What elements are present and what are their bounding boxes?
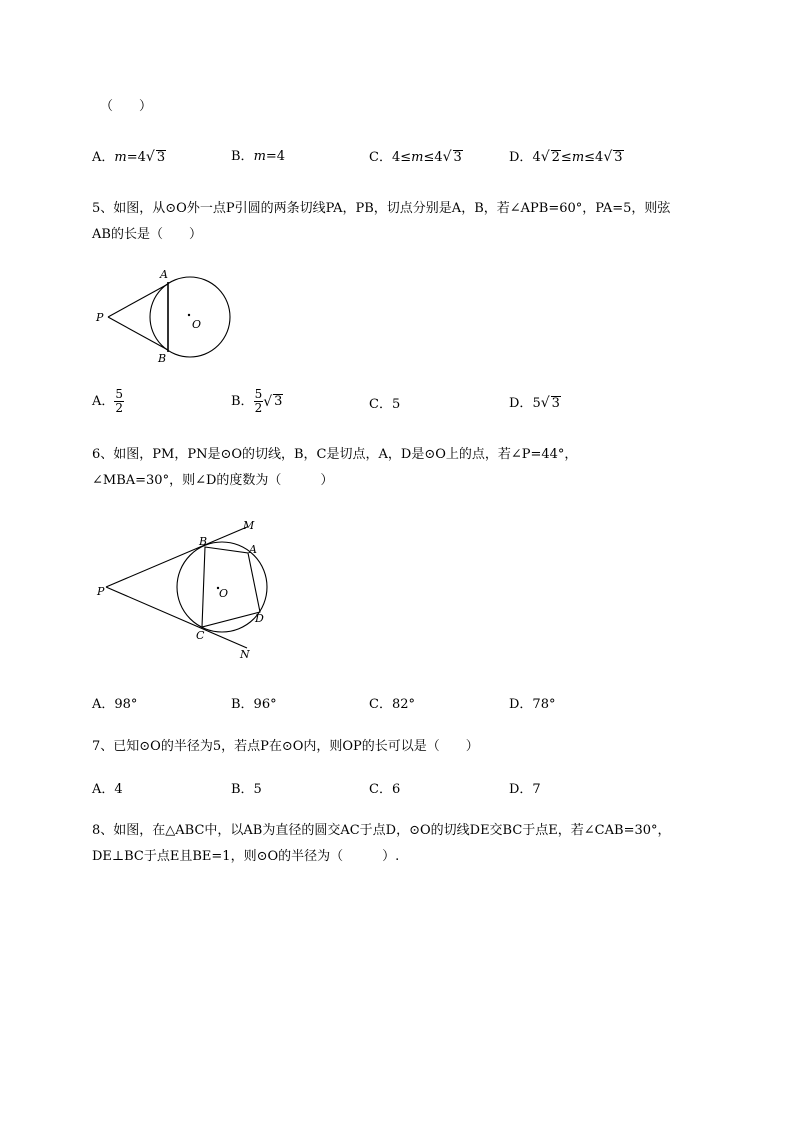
q5-option-a[interactable] bbox=[92, 388, 124, 415]
q6-option-b[interactable]: B．96° bbox=[231, 697, 277, 712]
q4-option-c-pre: 4≤ bbox=[391, 150, 412, 165]
sqrt-icon: √ bbox=[603, 149, 613, 165]
q6-label-o: O bbox=[219, 587, 229, 600]
q6-stem-line1: 6、如图，PM，PN是⊙O的切线，B，C是切点，A，D是⊙O上的点，若∠P=44°， bbox=[92, 447, 578, 462]
q5-option-b-den: 2 bbox=[254, 401, 263, 416]
q5-option-b[interactable] bbox=[231, 388, 283, 415]
q7-option-a[interactable]: A．4 bbox=[92, 782, 123, 797]
q4-option-d[interactable] bbox=[509, 150, 624, 165]
q4-option-c-radicand: 3 bbox=[453, 150, 462, 165]
q6-label-m: M bbox=[243, 519, 255, 532]
q5-figure bbox=[90, 262, 240, 367]
q4-option-c-var: m bbox=[411, 150, 424, 165]
q5-option-b-fraction bbox=[254, 388, 264, 415]
q4-option-d-pre: 4 bbox=[532, 150, 541, 165]
q4-option-a-eq: =4 bbox=[126, 150, 146, 165]
sqrt-icon: √ bbox=[540, 395, 550, 411]
prev-answer-paren: （ ） bbox=[100, 99, 153, 114]
q4-option-a-radicand: 3 bbox=[156, 150, 166, 165]
q6-figure bbox=[92, 515, 272, 665]
q5-label-a: A bbox=[160, 268, 168, 281]
q6-option-a[interactable]: A．98° bbox=[92, 697, 138, 712]
q6-option-d[interactable]: D．78° bbox=[509, 697, 556, 712]
q5-label-b: B bbox=[158, 352, 167, 365]
q6-label-d: D bbox=[255, 612, 264, 625]
q5-option-c[interactable] bbox=[369, 398, 400, 411]
q4-option-d-radicand-2: 3 bbox=[614, 150, 623, 165]
q5-option-d-label: D． bbox=[509, 396, 533, 411]
q6-label-p: P bbox=[97, 585, 105, 598]
q5-option-d-pre: 5 bbox=[532, 396, 541, 411]
q5-tangent-pa bbox=[108, 284, 168, 317]
q7-option-d[interactable]: D．7 bbox=[509, 782, 541, 797]
sqrt-icon: √ bbox=[263, 393, 273, 410]
q4-option-d-var: m bbox=[571, 150, 585, 165]
q6-label-c: C bbox=[196, 629, 205, 642]
q7-option-c[interactable]: C．6 bbox=[369, 782, 401, 797]
q5-option-a-den: 2 bbox=[115, 401, 124, 416]
q4-option-d-mid: ≤ bbox=[560, 150, 572, 165]
sqrt-icon: √ bbox=[442, 149, 452, 165]
q8-stem-line2: DE⊥BC于点E且BE=1，则⊙O的半径为（ ）. bbox=[92, 849, 400, 864]
q4-option-a-label: A． bbox=[92, 150, 115, 165]
q4-option-a[interactable] bbox=[92, 150, 166, 165]
sqrt-icon: √ bbox=[540, 149, 550, 165]
q4-option-c-label: C． bbox=[369, 150, 392, 165]
q5-stem-line2: AB的长是（ ） bbox=[92, 227, 202, 242]
q4-option-d-label: D． bbox=[509, 150, 533, 165]
q4-option-b-eq: =4 bbox=[265, 149, 286, 164]
q4-option-a-var: m bbox=[114, 150, 127, 165]
q4-option-b-label: B． bbox=[231, 149, 254, 164]
q7-option-b[interactable]: B．5 bbox=[231, 782, 262, 797]
q5-label-o: O bbox=[192, 318, 202, 331]
q5-option-b-num: 5 bbox=[254, 387, 263, 401]
q4-option-b[interactable] bbox=[231, 150, 285, 163]
q5-option-d[interactable] bbox=[509, 396, 561, 411]
q5-circle bbox=[150, 277, 230, 357]
q5-label-p: P bbox=[96, 311, 104, 324]
q5-option-c-text: 5 bbox=[391, 397, 401, 412]
q5-option-b-label: B． bbox=[231, 394, 254, 410]
q6-option-c[interactable]: C．82° bbox=[369, 697, 415, 712]
q5-tangent-pb bbox=[108, 317, 168, 350]
q6-stem-line2: ∠MBA=30°，则∠D的度数为（ ） bbox=[92, 473, 334, 488]
q4-option-c-mid: ≤4 bbox=[423, 150, 443, 165]
q5-option-b-radicand: 3 bbox=[274, 394, 283, 410]
q6-tangent-pm bbox=[106, 527, 247, 587]
q5-option-a-label: A． bbox=[92, 394, 115, 410]
q4-option-c[interactable] bbox=[369, 150, 463, 165]
q5-option-a-num: 5 bbox=[115, 387, 124, 401]
q5-center-dot bbox=[188, 314, 190, 316]
q4-option-b-var: m bbox=[253, 149, 266, 164]
q7-stem-line1: 7、已知⊙O的半径为5，若点P在⊙O内，则OP的长可以是（ ） bbox=[92, 739, 479, 754]
q6-label-b: B bbox=[199, 535, 208, 548]
sqrt-icon: √ bbox=[145, 149, 155, 165]
q5-option-d-radicand: 3 bbox=[551, 396, 560, 411]
q4-option-d-mid2: ≤4 bbox=[584, 150, 604, 165]
q5-stem-line1: 5、如图，从⊙O外一点P引圆的两条切线PA，PB，切点分别是A，B，若∠APB=60°，PA=5，则弦 bbox=[92, 201, 671, 216]
q6-label-n: N bbox=[240, 648, 250, 661]
q4-option-d-radicand-1: 2 bbox=[551, 150, 560, 165]
q6-label-a: A bbox=[249, 543, 257, 556]
q6-quadrilateral-bade bbox=[202, 547, 260, 627]
q8-stem-line1: 8、如图，在△ABC中，以AB为直径的圆交AC于点D，⊙O的切线DE交BC于点E，若∠CAB=30°， bbox=[92, 823, 671, 838]
q5-option-a-fraction bbox=[114, 388, 124, 415]
q5-option-c-label: C． bbox=[369, 397, 392, 412]
